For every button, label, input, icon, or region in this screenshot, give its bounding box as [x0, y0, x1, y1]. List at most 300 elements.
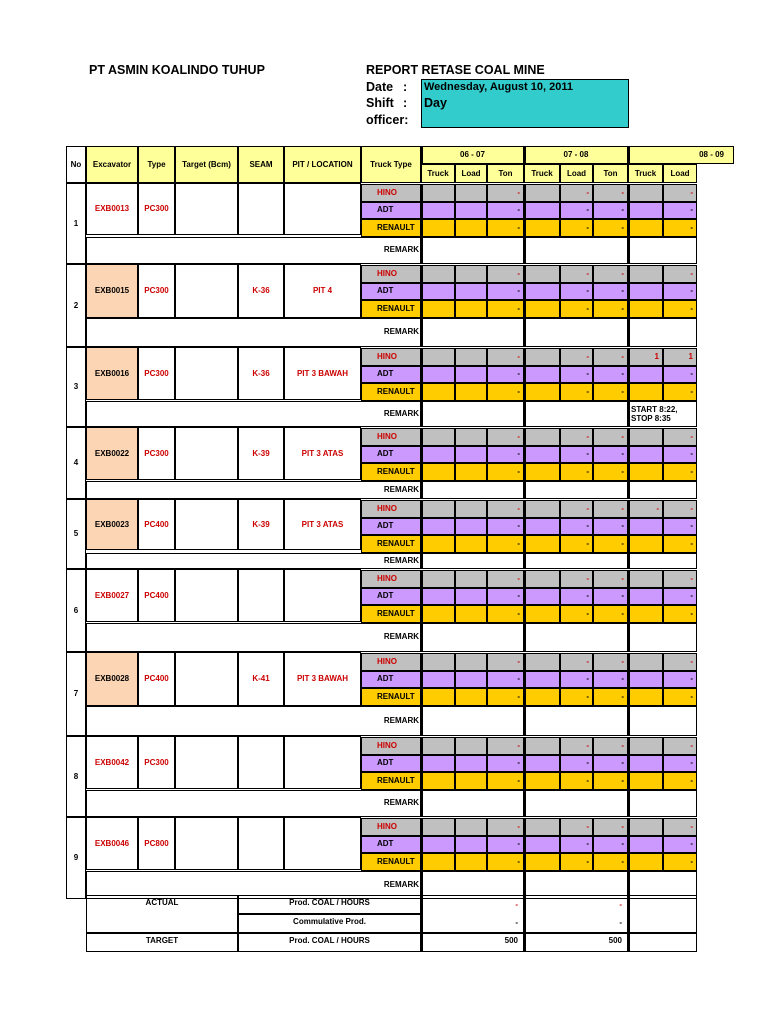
remark-slot	[421, 318, 524, 348]
row-number: 2	[73, 300, 79, 310]
value-cell	[628, 265, 663, 283]
truck-type-label: HINO	[377, 431, 397, 441]
sub-header-label: Load	[566, 168, 587, 178]
remark-slot	[524, 237, 628, 265]
value-dash: -	[517, 268, 520, 278]
column-truck-type-label: Truck Type	[370, 159, 412, 169]
truck-type-label: HINO	[377, 821, 397, 831]
value-dash: -	[517, 821, 520, 831]
value-dash: -	[517, 591, 520, 601]
remark-label: REMARK	[383, 555, 419, 565]
seam-cell	[238, 817, 284, 870]
value-dash: -	[586, 303, 589, 313]
sub-header-label: Truck	[427, 168, 449, 178]
value-dash: -	[621, 303, 624, 313]
value-cell	[628, 755, 663, 773]
target-value: 500	[608, 936, 622, 945]
value-cell	[421, 755, 455, 773]
actual-label: ACTUAL	[145, 898, 179, 907]
value-dash: -	[586, 656, 589, 666]
value-dash: -	[690, 821, 693, 831]
excavator-type: PC300	[144, 757, 169, 767]
excavator-type: PC300	[144, 368, 169, 378]
value-dash: -	[690, 674, 693, 684]
value-cell	[455, 366, 487, 384]
pit-value: PIT 3 BAWAH	[296, 674, 349, 683]
remark-label: REMARK	[383, 408, 419, 418]
value-dash: -	[517, 286, 520, 296]
value-cell	[455, 300, 487, 318]
value-dash: -	[690, 591, 693, 601]
value-dash: -	[690, 521, 693, 531]
value-cell	[524, 463, 560, 481]
value-dash: -	[690, 369, 693, 379]
value-dash: -	[621, 369, 624, 379]
remark-slot	[524, 553, 628, 570]
value-dash: -	[621, 386, 624, 396]
seam-value: K-36	[252, 286, 270, 295]
value-dash: -	[621, 268, 624, 278]
value-cell	[455, 570, 487, 588]
value-cell	[455, 853, 487, 871]
truck-type-label: RENAULT	[377, 222, 415, 232]
value-cell	[628, 836, 663, 854]
value-dash: -	[517, 449, 520, 459]
value-dash: -	[517, 839, 520, 849]
value-dash: -	[621, 449, 624, 459]
seam-value: K-41	[252, 674, 270, 683]
remark-slot	[421, 553, 524, 570]
value-dash: -	[586, 503, 589, 513]
shift-label: Shift	[366, 96, 394, 110]
value-dash: -	[517, 187, 520, 197]
value-cell	[455, 265, 487, 283]
value-dash: -	[517, 303, 520, 313]
value-dash: -	[517, 205, 520, 215]
pit-value: PIT 3 ATAS	[301, 448, 344, 458]
remark-slot	[628, 553, 697, 570]
value-cell	[628, 653, 663, 671]
truck-type-label: RENAULT	[377, 608, 415, 618]
value-dash: -	[517, 431, 520, 441]
remark-slot	[524, 790, 628, 818]
value-dash: -	[586, 691, 589, 701]
value-cell	[455, 836, 487, 854]
value-dash: -	[586, 431, 589, 441]
value-cell	[455, 463, 487, 481]
value-dash: -	[621, 691, 624, 701]
value-cell	[628, 184, 663, 202]
value-dash: -	[690, 268, 693, 278]
column-type-label: Type	[147, 159, 166, 169]
target-cell	[175, 427, 238, 480]
excavator-id: EXB0016	[94, 368, 130, 378]
sub-header-label: Truck	[634, 168, 657, 178]
remark-slot	[421, 790, 524, 818]
value-cell	[524, 446, 560, 464]
value-dash: -	[586, 758, 589, 768]
value-cell	[524, 428, 560, 446]
value-dash: -	[586, 538, 589, 548]
remark-label: REMARK	[383, 879, 419, 889]
report-title: REPORT RETASE COAL MINE	[366, 63, 545, 77]
value-cell	[524, 588, 560, 606]
value-cell	[524, 671, 560, 689]
value-cell	[421, 219, 455, 237]
truck-type-label: RENAULT	[377, 386, 415, 396]
value-cell	[524, 184, 560, 202]
remark-slot	[421, 706, 524, 737]
company-name: PT ASMIN KOALINDO TUHUP	[89, 63, 265, 77]
value-cell	[524, 366, 560, 384]
value-dash: -	[517, 369, 520, 379]
value-cell	[421, 300, 455, 318]
value-dash: -	[621, 573, 624, 583]
prod-actual-label: Prod. COAL / HOURS	[289, 898, 370, 907]
value-dash: -	[621, 758, 624, 768]
value-dash: -	[517, 656, 520, 666]
value-cell	[524, 772, 560, 790]
value-dash: -	[586, 839, 589, 849]
excavator-id: EXB0022	[94, 448, 130, 458]
actual-dash: -	[515, 900, 518, 909]
value-dash: -	[517, 674, 520, 684]
value-cell	[524, 500, 560, 518]
row-number: 1	[73, 218, 79, 228]
truck-type-label: RENAULT	[377, 466, 415, 476]
value-cell	[524, 265, 560, 283]
value-cell	[524, 688, 560, 706]
value-cell	[455, 428, 487, 446]
value-cell	[455, 605, 487, 623]
value-dash: -	[621, 521, 624, 531]
value-cell	[628, 446, 663, 464]
row-number: 8	[73, 771, 79, 781]
truck-type-label: HINO	[377, 351, 397, 361]
value-dash: -	[517, 386, 520, 396]
value-cell	[524, 570, 560, 588]
remark-label: REMARK	[383, 245, 419, 255]
excavator-id: EXB0015	[94, 286, 130, 295]
value-cell	[524, 755, 560, 773]
remark-slot	[628, 237, 697, 265]
value-dash: -	[690, 740, 693, 750]
remark-slot	[524, 318, 628, 348]
value-dash: -	[586, 775, 589, 785]
value-cell	[524, 383, 560, 401]
target-slot3	[628, 933, 697, 952]
time-slot-label: 06 - 07	[460, 150, 485, 159]
seam-value: K-39	[252, 519, 270, 529]
value-dash: -	[621, 503, 624, 513]
value-cell	[628, 570, 663, 588]
sub-header-label: Ton	[603, 168, 618, 178]
value-cell	[421, 535, 455, 553]
seam-cell	[238, 569, 284, 622]
value-dash: -	[586, 573, 589, 583]
value-cell	[421, 348, 455, 366]
value-cell	[455, 500, 487, 518]
value-cell	[421, 818, 455, 836]
value-cell	[524, 818, 560, 836]
value-dash: -	[517, 856, 520, 866]
value-cell	[628, 688, 663, 706]
value-cell	[524, 853, 560, 871]
remark-slot	[628, 481, 697, 500]
shift-colon: :	[403, 96, 408, 110]
value-cell	[421, 518, 455, 536]
truck-type-label: ADT	[377, 674, 394, 684]
target-cell	[175, 347, 238, 400]
value-dash: -	[586, 449, 589, 459]
value-cell	[421, 366, 455, 384]
sub-header-label: Load	[670, 168, 690, 178]
value-dash: -	[690, 691, 693, 701]
value-cell	[421, 836, 455, 854]
truck-type-label: ADT	[377, 839, 394, 849]
value-dash: -	[690, 775, 693, 785]
value-dash: -	[690, 386, 693, 396]
excavator-id: EXB0027	[94, 590, 130, 600]
value-cell	[421, 383, 455, 401]
actual-dash: -	[619, 900, 622, 909]
value-dash: -	[586, 205, 589, 215]
value-truck-count: 1	[654, 351, 659, 361]
value-dash: -	[517, 573, 520, 583]
value-cell	[524, 605, 560, 623]
remark-text: START 8:22, STOP 8:35	[631, 404, 678, 423]
target-value: 500	[504, 936, 518, 945]
value-cell	[524, 283, 560, 301]
sub-header-label: Ton	[498, 168, 513, 178]
value-dash: -	[621, 775, 624, 785]
value-dash: -	[586, 591, 589, 601]
value-cell	[628, 737, 663, 755]
value-dash: -	[621, 674, 624, 684]
value-dash: -	[586, 740, 589, 750]
value-dash: -	[621, 740, 624, 750]
value-dash: -	[586, 222, 589, 232]
value-cell	[421, 688, 455, 706]
value-cell	[455, 202, 487, 220]
excavator-type: PC300	[144, 448, 169, 458]
value-cell	[455, 518, 487, 536]
value-cell	[421, 463, 455, 481]
footer-spacer	[66, 895, 86, 955]
target-cell	[175, 652, 238, 706]
column-pit-label: PIT / LOCATION	[292, 159, 353, 169]
value-dash: -	[621, 856, 624, 866]
value-cell	[421, 737, 455, 755]
value-dash: -	[517, 691, 520, 701]
excavator-type: PC300	[144, 204, 169, 213]
value-cell	[524, 518, 560, 536]
remark-slot	[421, 401, 524, 428]
target-cell	[175, 817, 238, 870]
pit-value: PIT 4	[312, 286, 333, 295]
value-cell	[455, 383, 487, 401]
value-dash: -	[690, 303, 693, 313]
time-slot-label: 07 - 08	[563, 150, 589, 159]
truck-type-label: ADT	[377, 205, 394, 215]
value-cell	[455, 755, 487, 773]
truck-type-label: HINO	[377, 740, 397, 750]
excavator-id: EXB0028	[94, 674, 130, 683]
value-cell	[628, 818, 663, 836]
value-cell	[421, 605, 455, 623]
value-cell	[628, 772, 663, 790]
value-dash: -	[690, 503, 693, 513]
row-number: 3	[73, 382, 79, 391]
value-dash: -	[517, 775, 520, 785]
target-cell	[175, 183, 238, 235]
excavator-type: PC400	[144, 674, 169, 683]
truck-type-label: HINO	[377, 573, 397, 583]
value-cell	[628, 202, 663, 220]
value-dash: -	[517, 351, 520, 361]
value-cell	[421, 853, 455, 871]
value-dash: -	[517, 758, 520, 768]
remark-slot	[421, 237, 524, 265]
target-cell	[175, 499, 238, 550]
value-dash: -	[621, 656, 624, 666]
pit-cell	[284, 817, 361, 870]
value-dash: -	[517, 538, 520, 548]
pit-cell	[284, 736, 361, 789]
cumulative-label: Commulative Prod.	[293, 917, 366, 926]
value-dash: -	[586, 821, 589, 831]
value-cell	[628, 853, 663, 871]
value-cell	[524, 219, 560, 237]
value-dash: -	[621, 591, 624, 601]
value-dash: -	[586, 369, 589, 379]
cumulative-dash: -	[619, 918, 622, 927]
column-no-label: No	[70, 159, 82, 169]
row-number: 6	[73, 605, 79, 615]
remark-label: REMARK	[383, 484, 419, 494]
seam-value: K-39	[252, 448, 270, 458]
value-dash: -	[690, 431, 693, 441]
value-cell	[421, 671, 455, 689]
remark-label: REMARK	[383, 327, 419, 337]
row-number: 7	[73, 689, 79, 698]
value-dash: -	[621, 431, 624, 441]
value-dash: -	[690, 205, 693, 215]
value-dash: -	[586, 608, 589, 618]
excavator-type: PC800	[144, 838, 169, 848]
pit-value: PIT 3 BAWAH	[296, 368, 349, 378]
value-cell	[455, 283, 487, 301]
row-number: 5	[73, 529, 79, 538]
value-cell	[524, 300, 560, 318]
truck-type-label: HINO	[377, 187, 397, 197]
time-slot-label: 08 - 09	[699, 150, 724, 159]
value-dash: -	[656, 503, 659, 513]
value-cell	[421, 184, 455, 202]
value-dash: -	[621, 608, 624, 618]
date-value: Wednesday, August 10, 2011	[424, 81, 573, 93]
value-dash: -	[621, 821, 624, 831]
value-dash: -	[621, 205, 624, 215]
value-dash: -	[690, 538, 693, 548]
value-cell	[628, 605, 663, 623]
value-dash: -	[517, 740, 520, 750]
value-cell	[628, 283, 663, 301]
date-colon: :	[403, 80, 408, 94]
remark-slot	[628, 623, 697, 653]
value-cell	[455, 184, 487, 202]
remark-label: REMARK	[383, 632, 419, 642]
value-cell	[455, 588, 487, 606]
value-dash: -	[690, 187, 693, 197]
value-dash: -	[621, 286, 624, 296]
value-dash: -	[690, 856, 693, 866]
footer-slot3	[628, 895, 697, 933]
value-dash: -	[586, 386, 589, 396]
value-cell	[628, 588, 663, 606]
remark-slot	[524, 481, 628, 500]
truck-type-label: RENAULT	[377, 538, 415, 548]
value-cell	[455, 737, 487, 755]
truck-type-label: RENAULT	[377, 691, 415, 701]
shift-value: Day	[424, 96, 447, 110]
value-cell	[628, 366, 663, 384]
value-cell	[524, 535, 560, 553]
value-cell	[628, 383, 663, 401]
value-cell	[421, 446, 455, 464]
value-cell	[628, 535, 663, 553]
truck-type-label: ADT	[377, 758, 394, 768]
value-dash: -	[586, 187, 589, 197]
remark-label: REMARK	[383, 798, 419, 808]
truck-type-label: ADT	[377, 591, 394, 601]
value-cell	[524, 348, 560, 366]
value-dash: -	[690, 758, 693, 768]
value-cell	[524, 653, 560, 671]
value-cell	[524, 836, 560, 854]
value-dash: -	[517, 503, 520, 513]
value-cell	[421, 428, 455, 446]
remark-slot	[628, 790, 697, 818]
value-dash: -	[690, 449, 693, 459]
value-cell	[455, 818, 487, 836]
value-cell	[421, 588, 455, 606]
pit-value: PIT 3 ATAS	[301, 519, 344, 529]
value-dash: -	[586, 674, 589, 684]
excavator-type: PC300	[144, 286, 169, 295]
row-number: 9	[73, 853, 79, 862]
value-dash: -	[690, 286, 693, 296]
value-dash: -	[517, 521, 520, 531]
value-dash: -	[621, 839, 624, 849]
value-dash: -	[586, 466, 589, 476]
truck-type-label: RENAULT	[377, 856, 415, 866]
value-dash: -	[517, 222, 520, 232]
truck-type-label: ADT	[377, 449, 394, 459]
value-cell	[628, 671, 663, 689]
value-cell	[455, 772, 487, 790]
value-cell	[455, 446, 487, 464]
value-cell	[455, 348, 487, 366]
remark-slot	[421, 481, 524, 500]
excavator-id: EXB0023	[94, 519, 130, 529]
sub-header-label: Load	[461, 168, 481, 178]
remark-slot	[524, 706, 628, 737]
column-target-label: Target (Bcm)	[182, 159, 231, 169]
value-cell	[421, 202, 455, 220]
row-number: 4	[73, 458, 79, 467]
value-cell	[628, 518, 663, 536]
